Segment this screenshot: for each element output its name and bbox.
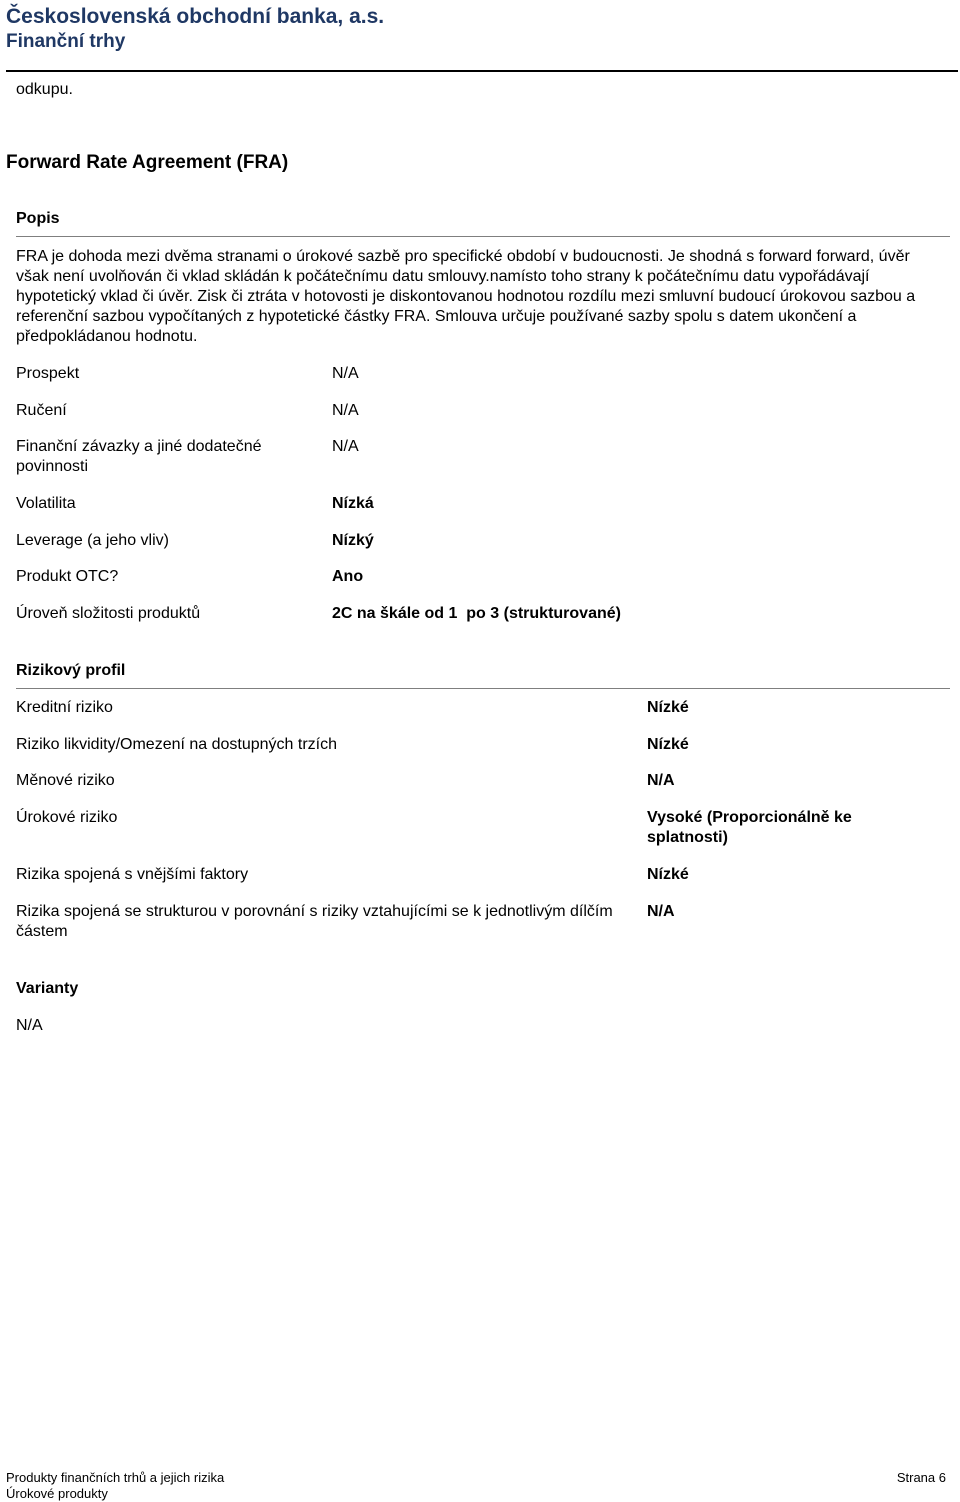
- property-value-leverage: Nízký: [332, 532, 374, 549]
- property-value-ruceni: N/A: [332, 402, 359, 419]
- department-name: Finanční trhy: [6, 31, 126, 52]
- property-label-prospekt: Prospekt: [16, 365, 80, 382]
- page-header: [6, 4, 384, 53]
- section-title: Forward Rate Agreement (FRA): [6, 152, 289, 173]
- property-label-ruceni: Ručení: [16, 402, 67, 419]
- risk-value-vnejsi-faktory: Nízké: [647, 866, 689, 883]
- risk-profile-divider: [16, 688, 950, 689]
- popis-divider: [16, 236, 950, 237]
- variants-value: N/A: [16, 1017, 43, 1034]
- property-value-slozitost: 2C na škále od 1 po 3 (strukturované): [332, 605, 621, 622]
- page-footer: [6, 1470, 224, 1502]
- page-number: Strana 6: [896, 1470, 946, 1485]
- risk-value-kreditni: Nízké: [647, 699, 689, 716]
- risk-value-struktura: N/A: [647, 903, 675, 920]
- property-label-volatilita: Volatilita: [16, 495, 76, 512]
- risk-label-kreditni: Kreditní riziko: [16, 699, 113, 716]
- header-divider: [6, 70, 958, 72]
- property-label-financni-zavazky: Finanční závazky a jiné dodatečné povinnosti: [16, 438, 262, 475]
- property-label-otc: Produkt OTC?: [16, 568, 119, 585]
- risk-label-struktura: Rizika spojená se strukturou v porovnání s riziky vztahujícími se k jednotlivým dílčím částem: [16, 903, 613, 940]
- risk-label-urokove: Úrokové riziko: [16, 809, 118, 826]
- bank-name: Československá obchodní banka, a.s.: [6, 5, 385, 28]
- property-label-leverage: Leverage (a jeho vliv): [16, 532, 169, 549]
- continuation-text: odkupu.: [16, 81, 73, 98]
- risk-label-menove: Měnové riziko: [16, 772, 115, 789]
- risk-label-vnejsi-faktory: Rizika spojená s vnějšími faktory: [16, 866, 249, 883]
- risk-label-likvidita: Riziko likvidity/Omezení na dostupných trzích: [16, 736, 338, 753]
- footer-document-title: Produkty finančních trhů a jejich rizika: [6, 1470, 225, 1485]
- variants-heading: Varianty: [16, 980, 79, 997]
- risk-value-likvidita: Nízké: [647, 736, 689, 753]
- popis-heading: Popis: [16, 210, 60, 227]
- property-value-prospekt: N/A: [332, 365, 359, 382]
- property-value-financni-zavazky: N/A: [332, 438, 359, 455]
- footer-chapter-title: Úrokové produkty: [6, 1486, 108, 1501]
- risk-profile-heading: Rizikový profil: [16, 662, 126, 679]
- property-label-slozitost: Úroveň složitosti produktů: [16, 605, 201, 622]
- description-text: FRA je dohoda mezi dvěma stranami o úrokové sazbě pro specifické období v budoucnosti. Je shodná s forward forward, úvěr však není uvolňován či vklad skládán k počátečnímu datu smlouvy.namísto toho strany k počátečnímu datu vypořádávají hypotetický vklad či úvěr. Zisk či ztráta v hotovosti je diskontovanou hodnotou rozdílu mezi smluvní budoucí úrokovou sazbou a referenční sazbou vypočítaných z hypotetické částky FRA. Smlouva určuje používané sazby spolu s datem ukončení a předpokládanou hodnotu.: [16, 248, 916, 345]
- risk-value-urokove: Vysoké (Proporcionálně ke splatnosti): [647, 809, 852, 846]
- property-value-volatilita: Nízká: [332, 495, 374, 512]
- risk-value-menove: N/A: [647, 772, 675, 789]
- property-value-otc: Ano: [332, 568, 364, 585]
